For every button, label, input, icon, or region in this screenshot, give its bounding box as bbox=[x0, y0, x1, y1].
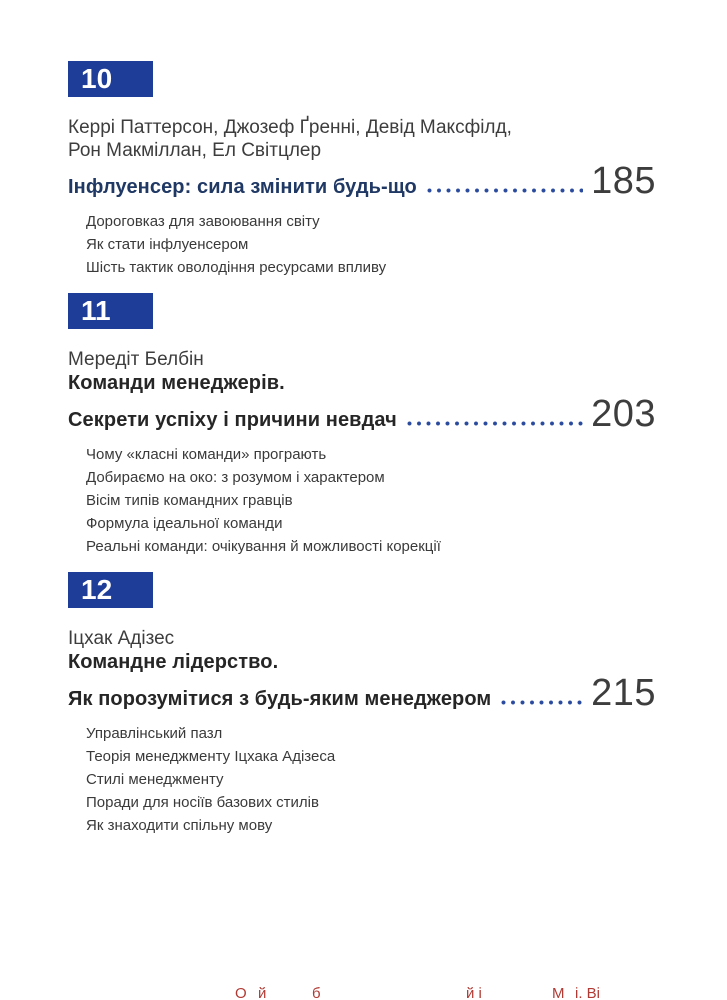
dot-leader bbox=[407, 421, 583, 426]
author-line: Керрі Паттерсон, Джозеф Ґренні, Девід Максфілд, bbox=[68, 117, 512, 138]
chapter-title-block bbox=[68, 162, 656, 200]
subitem: Як знаходити спільну мову bbox=[86, 817, 273, 834]
chapter-title-block bbox=[68, 371, 656, 433]
dot-leader bbox=[427, 188, 583, 193]
footer-fragment: б bbox=[312, 986, 321, 1000]
subitem: Теорія менеджменту Іцхака Адізеса bbox=[86, 748, 336, 765]
subitem: Дороговказ для завоювання світу bbox=[86, 213, 320, 230]
author-line: Іцхак Адізес bbox=[68, 628, 175, 649]
chapter-subitems bbox=[68, 210, 656, 279]
subitem: Поради для носіїв базових стилів bbox=[86, 794, 319, 811]
chapter-number-badge bbox=[68, 293, 153, 329]
subitem: Формула ідеальної команди bbox=[86, 515, 283, 532]
footer-fragment: й і bbox=[466, 986, 482, 1000]
toc-section bbox=[68, 293, 656, 558]
subitem: Добираємо на око: з розумом і характером bbox=[86, 469, 385, 486]
footer-fragment: і. Ві bbox=[575, 986, 601, 1000]
chapter-number: 12 bbox=[81, 574, 113, 605]
chapter-authors bbox=[68, 116, 656, 162]
subitem: Як стати інфлуенсером bbox=[86, 236, 249, 253]
chapter-title-line[interactable]: Як порозумітися з будь-яким менеджером bbox=[68, 688, 492, 710]
chapter-authors bbox=[68, 627, 656, 650]
subitem: Реальні команди: очікування й можливості корекції bbox=[86, 538, 441, 555]
chapter-title-line[interactable]: Інфлуенсер: сила змінити будь-що bbox=[68, 176, 417, 198]
author-line: Рон Макміллан, Ел Світцлер bbox=[68, 140, 322, 161]
dot-leader bbox=[501, 700, 583, 705]
chapter-number-badge bbox=[68, 61, 153, 97]
footer-fragment: й bbox=[258, 986, 267, 1000]
subitem: Чому «класні команди» програють bbox=[86, 446, 327, 463]
chapter-title-row[interactable] bbox=[68, 395, 656, 433]
toc-section bbox=[68, 61, 656, 279]
chapter-title-row[interactable] bbox=[68, 162, 656, 200]
chapter-subitems bbox=[68, 443, 656, 558]
chapter-title-line[interactable]: Секрети успіху і причини невдач bbox=[68, 409, 397, 431]
footer-fragment: О bbox=[235, 986, 247, 1000]
page-number[interactable]: 185 bbox=[591, 160, 656, 202]
chapter-subitems bbox=[68, 722, 656, 837]
author-line: Мередіт Белбін bbox=[68, 349, 204, 370]
subitem: Шість тактик оволодіння ресурсами впливу bbox=[86, 259, 387, 276]
footer-fragment: М bbox=[552, 986, 565, 1000]
chapter-title-row[interactable] bbox=[68, 674, 656, 712]
chapter-title-block bbox=[68, 650, 656, 712]
chapter-title-line[interactable]: Команди менеджерів. bbox=[68, 372, 285, 394]
subitem: Управлінський пазл bbox=[86, 725, 223, 742]
chapter-number: 11 bbox=[81, 295, 111, 326]
toc-content bbox=[68, 61, 656, 851]
chapter-number-badge bbox=[68, 572, 153, 608]
subitem: Стилі менеджменту bbox=[86, 771, 224, 788]
footer-cropped-text bbox=[0, 986, 727, 1000]
chapter-authors bbox=[68, 348, 656, 371]
chapter-number: 10 bbox=[81, 63, 113, 94]
toc-section bbox=[68, 572, 656, 837]
page-number[interactable]: 203 bbox=[591, 393, 656, 435]
subitem: Вісім типів командних гравців bbox=[86, 492, 293, 509]
chapter-title-line[interactable]: Командне лідерство. bbox=[68, 651, 279, 673]
page-number[interactable]: 215 bbox=[591, 672, 656, 714]
